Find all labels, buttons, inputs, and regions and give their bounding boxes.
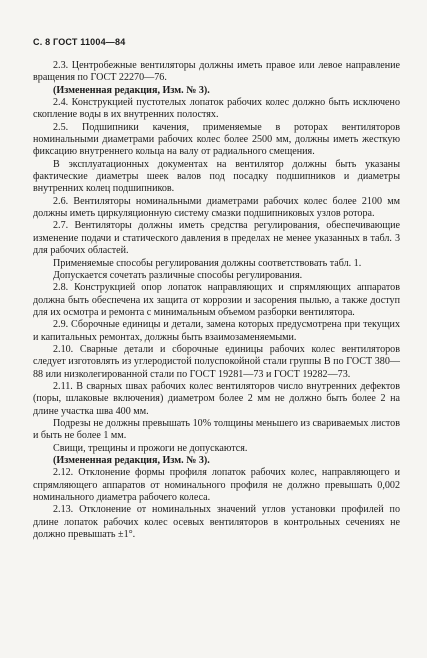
paragraph-2-11: 2.11. В сварных швах рабочих колес вентиляторов число внутренних дефектов (поры, шлаковые включения) диаметром более 2 мм не должно быть более 2 на длине участка шва 400 мм. <box>33 380 400 417</box>
paragraph-2-5-docs: В эксплуатационных документах на вентилятор должны быть указаны фактические диаметры шеек валов под посадку подшипников и диаметры внутренних колец подшипников. <box>33 158 400 195</box>
paragraph-2-11-undercut: Подрезы не должны превышать 10% толщины меньшего из свариваемых листов и быть не более 1 мм. <box>33 417 400 442</box>
paragraph-2-7-combine: Допускается сочетать различные способы регулирования. <box>53 269 303 281</box>
paragraph-2-6: 2.6. Вентиляторы номинальными диаметрами рабочих колес более 2100 мм должны иметь циркуляционную систему смазки подшипниковых узлов ротора. <box>33 195 400 220</box>
paragraph-2-11-defects: Свищи, трещины и прожоги не допускаются. <box>53 442 248 454</box>
amendment-note: (Измененная редакция, Изм. № 3). <box>53 455 210 466</box>
page-header: С. 8 ГОСТ 11004—84 <box>33 37 126 47</box>
paragraph-2-7: 2.7. Вентиляторы должны иметь средства регулирования, обеспечивающие изменение подачи и статического давления в пределах не менее указанных в табл. 3 для рабочих областей. <box>33 220 400 257</box>
paragraph-2-4: 2.4. Конструкцией пустотелых лопаток рабочих колес должно быть исключено скопление воды в их внутренних полостях. <box>33 97 400 121</box>
document-body <box>33 60 400 541</box>
paragraph-2-12: 2.12. Отклонение формы профиля лопаток рабочих колес, направляющего и спрямляющего аппаратов от номинального профиля не должно превышать 0,002 номинального диаметра рабочего колеса. <box>33 467 400 504</box>
paragraph-2-7-methods: Применяемые способы регулирования должны соответствовать табл. 1. <box>53 257 362 269</box>
paragraph-2-9: 2.9. Сборочные единицы и детали, замена которых предусмотрена при текущих и капитальных ремонтах, должны быть взаимозаменяемыми. <box>33 319 400 343</box>
paragraph-2-5: 2.5. Подшипники качения, применяемые в роторах вентиляторов номинальными диаметрами рабочих колес более 2500 мм, должны иметь жесткую фиксацию внутреннего кольца на валу от радиального смещения. <box>33 121 400 158</box>
amendment-note: (Измененная редакция, Изм. № 3). <box>53 84 210 96</box>
paragraph-2-8: 2.8. Конструкцией опор лопаток направляющих и спрямляющих аппаратов должна быть обеспечена их защита от коррозии и засорения пылью, а также доступ для их осмотра и ремонта с минимальным объемом разборки вентилятора. <box>33 282 400 318</box>
paragraph-2-3: 2.3. Центробежные вентиляторы должны иметь правое или левое направление вращения по ГОСТ 22270—76. <box>33 60 400 84</box>
paragraph-2-10: 2.10. Сварные детали и сборочные единицы рабочих колес вентиляторов следует изготовлять из углеродистой полуспокойной стали группы В по ГОСТ 380—88 или низколегированной стали по ГОСТ 19281—73 и ГОСТ 19282—73. <box>33 343 400 380</box>
paragraph-2-13: 2.13. Отклонение от номинальных значений углов установки профилей по длине лопаток рабочих колес осевых вентиляторов в контрольных сечениях не должно превышать ±1°. <box>33 504 400 541</box>
